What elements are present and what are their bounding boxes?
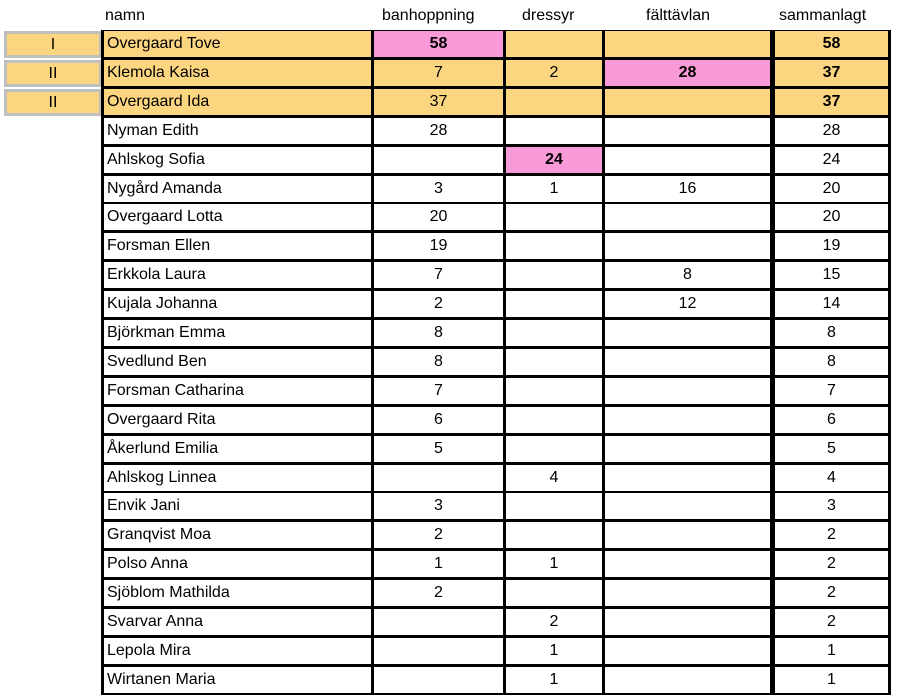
cell-falttavlan (602, 146, 770, 175)
cell-dressyr: 24 (503, 146, 602, 175)
place-marker (4, 60, 102, 87)
cell-total: 37 (770, 88, 891, 117)
table-row (0, 30, 901, 59)
table-row (0, 59, 901, 88)
cell-banhoppning: 7 (371, 59, 503, 88)
cell-total: 1 (770, 637, 891, 666)
cell-name: Klemola Kaisa (101, 59, 371, 88)
table-row (0, 492, 901, 521)
cell-falttavlan (602, 550, 770, 579)
cell-dressyr: 2 (503, 59, 602, 88)
cell-name: Åkerlund Emilia (101, 435, 371, 464)
cell-banhoppning (371, 608, 503, 637)
cell-total: 2 (770, 550, 891, 579)
table-row (0, 290, 901, 319)
cell-name: Overgaard Tove (101, 30, 371, 59)
cell-total: 20 (770, 175, 891, 204)
cell-banhoppning: 28 (371, 117, 503, 146)
cell-falttavlan (602, 637, 770, 666)
cell-name: Wirtanen Maria (101, 666, 371, 695)
header-name: namn (105, 7, 146, 24)
cell-banhoppning: 19 (371, 232, 503, 261)
header-dressyr: dressyr (522, 7, 575, 24)
place-label: I (7, 34, 99, 55)
cell-falttavlan (602, 492, 770, 521)
cell-banhoppning: 20 (371, 203, 503, 232)
cell-banhoppning (371, 146, 503, 175)
cell-falttavlan (602, 117, 770, 146)
cell-total: 58 (770, 30, 891, 59)
cell-falttavlan: 12 (602, 290, 770, 319)
cell-name: Overgaard Ida (101, 88, 371, 117)
cell-banhoppning: 8 (371, 319, 503, 348)
table-row (0, 637, 901, 666)
cell-banhoppning: 6 (371, 406, 503, 435)
cell-dressyr (503, 30, 602, 59)
cell-falttavlan (602, 464, 770, 493)
cell-total: 7 (770, 377, 891, 406)
cell-dressyr (503, 232, 602, 261)
cell-name: Granqvist Moa (101, 521, 371, 550)
cell-dressyr (503, 203, 602, 232)
cell-name: Ahlskog Linnea (101, 464, 371, 493)
cell-banhoppning: 8 (371, 348, 503, 377)
cell-total: 5 (770, 435, 891, 464)
cell-dressyr (503, 319, 602, 348)
cell-total: 6 (770, 406, 891, 435)
place-marker (4, 89, 102, 116)
cell-falttavlan (602, 348, 770, 377)
cell-name: Björkman Emma (101, 319, 371, 348)
place-label: II (7, 63, 99, 84)
cell-falttavlan (602, 579, 770, 608)
cell-banhoppning: 5 (371, 435, 503, 464)
cell-dressyr (503, 88, 602, 117)
cell-dressyr: 1 (503, 175, 602, 204)
cell-dressyr (503, 261, 602, 290)
table-row (0, 550, 901, 579)
cell-falttavlan: 16 (602, 175, 770, 204)
cell-banhoppning: 2 (371, 521, 503, 550)
cell-dressyr (503, 290, 602, 319)
cell-falttavlan (602, 406, 770, 435)
cell-dressyr: 1 (503, 666, 602, 695)
cell-total: 4 (770, 464, 891, 493)
cell-banhoppning: 58 (371, 30, 503, 59)
cell-banhoppning: 3 (371, 492, 503, 521)
header-banhoppning: banhoppning (382, 7, 475, 24)
cell-name: Svedlund Ben (101, 348, 371, 377)
cell-falttavlan (602, 666, 770, 695)
cell-dressyr (503, 377, 602, 406)
table-row (0, 608, 901, 637)
header-total: sammanlagt (779, 7, 867, 24)
table-row (0, 319, 901, 348)
table-row (0, 579, 901, 608)
cell-banhoppning: 2 (371, 579, 503, 608)
cell-banhoppning: 1 (371, 550, 503, 579)
place-label: II (7, 92, 99, 113)
cell-falttavlan (602, 377, 770, 406)
cell-banhoppning: 3 (371, 175, 503, 204)
cell-dressyr (503, 406, 602, 435)
cell-name: Nyman Edith (101, 117, 371, 146)
cell-dressyr: 2 (503, 608, 602, 637)
cell-total: 8 (770, 348, 891, 377)
cell-total: 15 (770, 261, 891, 290)
table-row (0, 464, 901, 493)
table-row (0, 521, 901, 550)
cell-name: Overgaard Lotta (101, 203, 371, 232)
cell-total: 20 (770, 203, 891, 232)
table-row (0, 435, 901, 464)
cell-total: 14 (770, 290, 891, 319)
table-row (0, 666, 901, 695)
cell-name: Svarvar Anna (101, 608, 371, 637)
cell-banhoppning (371, 666, 503, 695)
cell-falttavlan (602, 319, 770, 348)
cell-banhoppning (371, 464, 503, 493)
cell-name: Ahlskog Sofia (101, 146, 371, 175)
cell-total: 2 (770, 579, 891, 608)
cell-dressyr: 1 (503, 637, 602, 666)
cell-total: 37 (770, 59, 891, 88)
cell-banhoppning: 7 (371, 377, 503, 406)
cell-dressyr (503, 117, 602, 146)
cell-dressyr (503, 521, 602, 550)
cell-total: 2 (770, 521, 891, 550)
cell-dressyr: 4 (503, 464, 602, 493)
cell-falttavlan (602, 608, 770, 637)
cell-name: Forsman Ellen (101, 232, 371, 261)
cell-total: 3 (770, 492, 891, 521)
table-row (0, 203, 901, 232)
cell-dressyr: 1 (503, 550, 602, 579)
cell-name: Nygård Amanda (101, 175, 371, 204)
place-marker (4, 31, 102, 58)
cell-name: Forsman Catharina (101, 377, 371, 406)
cell-total: 28 (770, 117, 891, 146)
table-row (0, 146, 901, 175)
table-row (0, 175, 901, 204)
table-row (0, 406, 901, 435)
cell-dressyr (503, 579, 602, 608)
cell-total: 8 (770, 319, 891, 348)
cell-falttavlan (602, 88, 770, 117)
cell-falttavlan (602, 203, 770, 232)
table-row (0, 377, 901, 406)
cell-dressyr (503, 492, 602, 521)
cell-name: Kujala Johanna (101, 290, 371, 319)
table-row (0, 88, 901, 117)
table-row (0, 232, 901, 261)
cell-name: Envik Jani (101, 492, 371, 521)
cell-falttavlan (602, 435, 770, 464)
cell-banhoppning: 37 (371, 88, 503, 117)
cell-name: Sjöblom Mathilda (101, 579, 371, 608)
cell-falttavlan: 8 (602, 261, 770, 290)
cell-name: Overgaard Rita (101, 406, 371, 435)
cell-total: 24 (770, 146, 891, 175)
cell-banhoppning: 7 (371, 261, 503, 290)
cell-name: Erkkola Laura (101, 261, 371, 290)
cell-name: Lepola Mira (101, 637, 371, 666)
table-row (0, 261, 901, 290)
cell-falttavlan (602, 232, 770, 261)
cell-banhoppning (371, 637, 503, 666)
cell-name: Polso Anna (101, 550, 371, 579)
cell-falttavlan (602, 521, 770, 550)
cell-total: 1 (770, 666, 891, 695)
cell-falttavlan (602, 30, 770, 59)
cell-total: 2 (770, 608, 891, 637)
cell-total: 19 (770, 232, 891, 261)
cell-dressyr (503, 348, 602, 377)
header-falttavlan: fälttävlan (646, 7, 711, 24)
table-row (0, 348, 901, 377)
cell-falttavlan: 28 (602, 59, 770, 88)
cell-dressyr (503, 435, 602, 464)
table-row (0, 117, 901, 146)
cell-banhoppning: 2 (371, 290, 503, 319)
